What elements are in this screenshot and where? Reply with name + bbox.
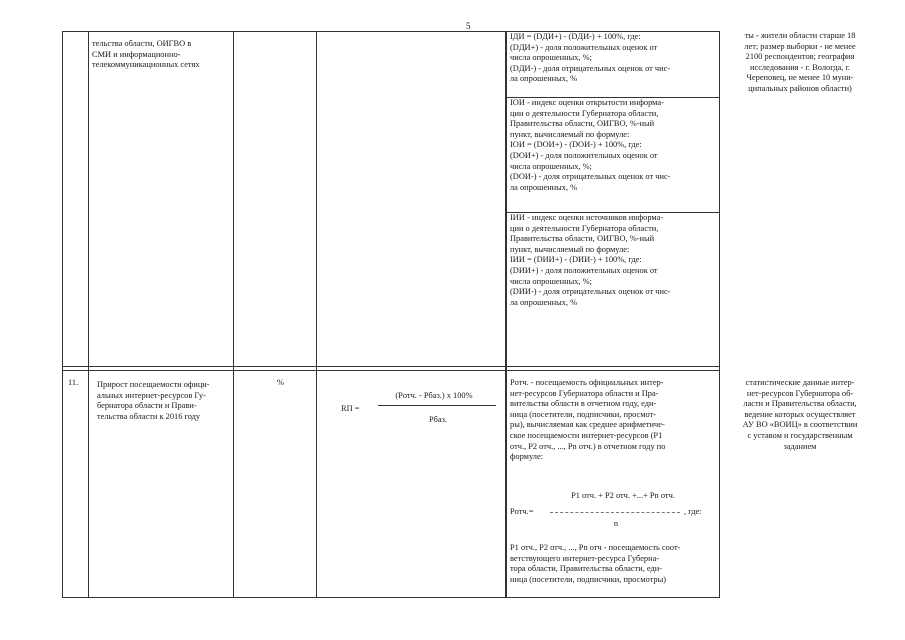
- average-where: , где:: [684, 507, 702, 516]
- description-p-items: P1 отч., P2 отч., ..., Pn отч - посещаемость соот- ветствующего интернет-ресурса Губерна- тора области, Правительства области, еди- ница (посетители, подписчики, просмотры): [510, 543, 681, 584]
- indicator-name: Прирост посещаемости офици- альных интернет-ресурсов Гу- бернатора области и Прави- тельства области к 2016 году: [97, 380, 210, 421]
- average-numerator: P1 отч. + P2 отч. +...+ Pn отч.: [571, 491, 675, 500]
- col-divider-4b: [506, 31, 507, 598]
- formula-fraction-bar: [378, 405, 496, 406]
- indicator-name-continued: тельства области, ОИГВО в СМИ и информационно- телекоммуникационных сетях: [92, 39, 200, 70]
- data-source-continued: ты - жители области старше 18 лет; размер выборки - не менее 2100 респондентов; география исследования - г. Вологда, г. Череповец, не менее 10 муни- ципальных районов области): [744, 31, 856, 93]
- formula-block-di: IДИ = (DДИ+) - (DДИ-) + 100%, где: (DДИ+) - доля положительных оценок от числа опрошенных, %; (DДИ-) - доля отрицательных оценок от чис- ла опрошенных, %: [510, 32, 671, 84]
- row-divider-double: [62, 370, 720, 371]
- data-source: статистические данные интер- нет-ресурсов Губернатора об- ласти и Правительства области, ведение которых осуществляет АУ ВО «ВОИЦ» в соответствии с уставом и государственным заданием: [742, 378, 858, 451]
- average-fraction-bar: [550, 512, 680, 514]
- row-divider: [62, 366, 720, 367]
- unit: %: [277, 378, 284, 387]
- col-divider-3: [316, 31, 317, 598]
- col-divider-1: [88, 31, 89, 598]
- formula-block-oi: IОИ - индекс оценки открытости информа- ции о деятельности Губернатора области, Правительства области, ОИГВО, %-ный пункт, вычисляемый по формуле: IОИ = (DОИ+) - (DОИ-) + 100%, где: (DОИ+) - доля положительных оценок от числа опрошенных, %; (DОИ-) - доля отрицательных оценок от чис- ла опрошенных, %: [510, 98, 671, 192]
- description-p-otch: Pотч. - посещаемость официальных интер- нет-ресурсов Губернатора области и Пра- вительства области в отчетном году, еди- ница (посетители, подписчики, просмот- ры), вычисляемая как среднее арифметиче- ское посещаемости интернет-ресурсов (P1 отч., P2 отч., ..., Pn отч.) в отчетном году по формуле:: [510, 378, 666, 462]
- formula-block-ii: IИИ - индекс оценки источников информа- ции о деятельности Губернатора области, Правительства области, ОИГВО, %-ный пункт, вычисляемый по формуле: IИИ = (DИИ+) - (DИИ-) + 100%, где: (DИИ+) - доля положительных оценок от числа опрошенных, %; (DИИ-) - доля отрицательных оценок от чис- ла опрошенных, %: [510, 213, 671, 307]
- row-number: 11.: [68, 378, 79, 387]
- average-lhs: Pотч.=: [510, 507, 534, 516]
- page-number: 5: [466, 21, 471, 31]
- col-divider-2: [233, 31, 234, 598]
- formula-denominator: Pбаз.: [428, 415, 448, 424]
- formula-lhs: RП =: [341, 404, 360, 413]
- formula-numerator: (Pотч. - Pбаз.) x 100%: [395, 391, 473, 400]
- average-denominator: n: [613, 519, 619, 528]
